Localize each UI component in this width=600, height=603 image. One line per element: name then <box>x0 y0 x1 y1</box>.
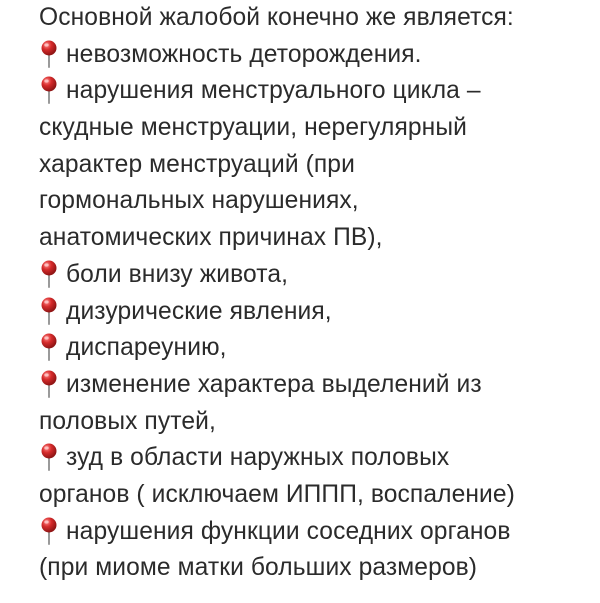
list-item-text: нарушения функции соседних органов <box>66 517 511 545</box>
list-item-text: боли внизу живота, <box>66 260 289 288</box>
list-item-text: зуд в области наружных половых <box>66 444 450 472</box>
list-item-text: анатомических причинах ПВ), <box>39 224 383 252</box>
list-item <box>39 257 595 294</box>
list-item-continuation <box>39 220 595 257</box>
list-item-text: половых путей, <box>39 407 216 435</box>
list-item-text: органов ( исключаем ИППП, воспаление) <box>39 480 515 508</box>
list-item-continuation <box>39 404 595 441</box>
round-pushpin-icon <box>39 260 59 288</box>
list-item-text: (при миоме матки больших размеров) <box>39 554 478 582</box>
list-item <box>39 37 595 74</box>
list-item <box>39 367 595 404</box>
round-pushpin-icon <box>39 40 59 68</box>
list-item <box>39 440 595 477</box>
round-pushpin-icon <box>39 443 59 471</box>
list-item-text: характер менструаций (при <box>39 150 355 178</box>
list-item-continuation <box>39 147 595 184</box>
list-item <box>39 73 595 110</box>
list-item <box>39 294 595 331</box>
list-item <box>39 514 595 551</box>
round-pushpin-icon <box>39 297 59 325</box>
round-pushpin-icon <box>39 76 59 104</box>
list-item-continuation <box>39 183 595 220</box>
round-pushpin-icon <box>39 517 59 545</box>
list-item-continuation <box>39 550 595 587</box>
list-item-text: гормональных нарушениях, <box>39 187 359 215</box>
complaints-text <box>39 0 595 587</box>
list-item-text: дизурические явления, <box>66 297 332 325</box>
list-item-text: диспареунию, <box>66 334 227 362</box>
list-item-continuation <box>39 110 595 147</box>
complaints-list <box>39 37 595 587</box>
round-pushpin-icon <box>39 370 59 398</box>
list-item-continuation <box>39 477 595 514</box>
list-item-text: скудные менструации, нерегулярный <box>39 114 467 142</box>
list-item-text: изменение характера выделений из <box>66 370 482 398</box>
intro-line: Основной жалобой конечно же является: <box>39 4 514 31</box>
list-item-text: невозможность деторождения. <box>66 40 422 68</box>
round-pushpin-icon <box>39 333 59 361</box>
list-item-text: нарушения менструального цикла – <box>66 77 481 105</box>
list-item <box>39 330 595 367</box>
